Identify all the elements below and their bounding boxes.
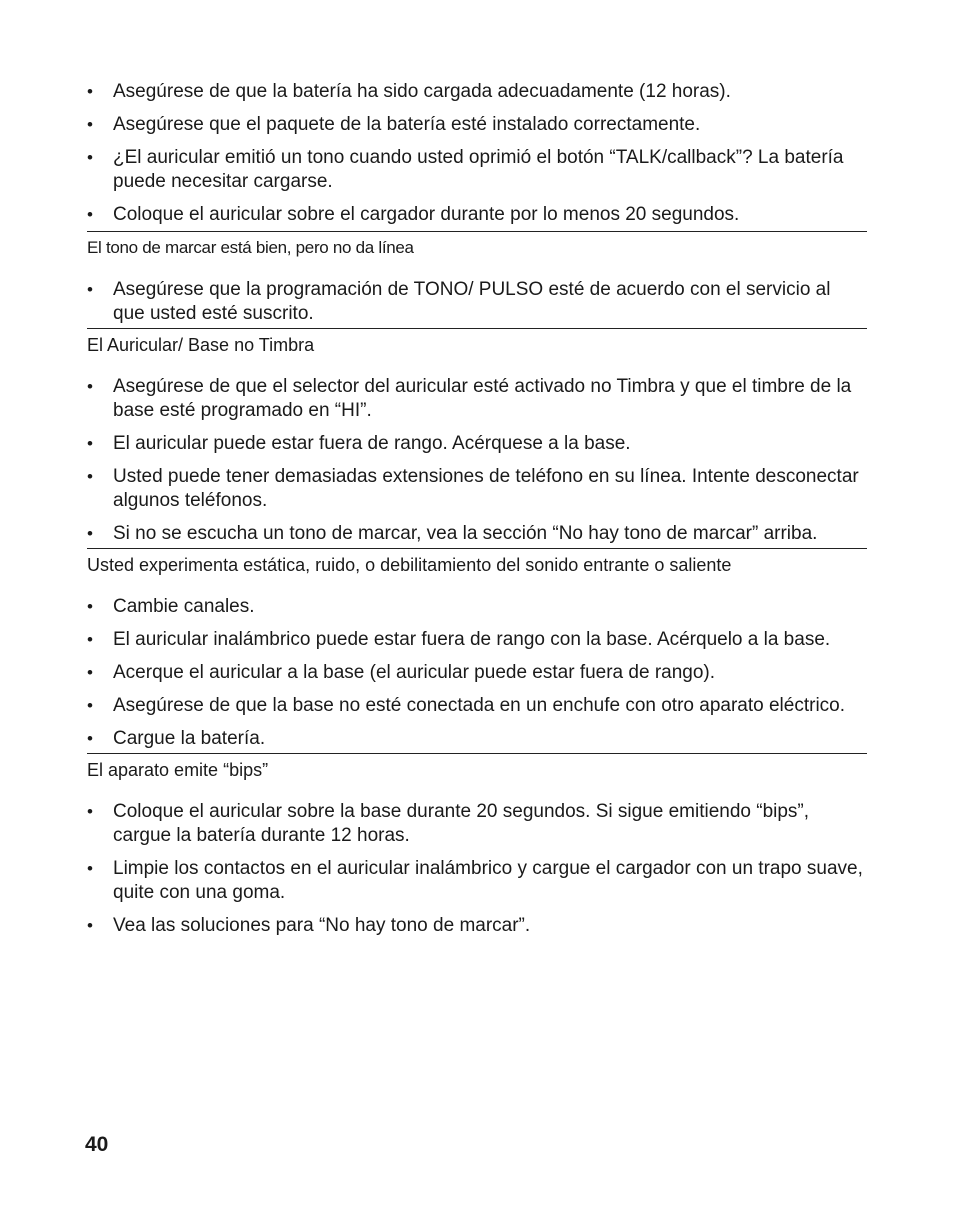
list-item: • Asegúrese que la programación de TONO/ PULSO esté de acuerdo con el servicio al que usted esté suscrito. [87, 279, 831, 324]
intro-bullet-list [87, 80, 867, 227]
troubleshooting-page [87, 80, 867, 947]
bullet-icon: • [87, 434, 93, 453]
bullet-icon: • [87, 205, 93, 224]
static-noise-bullet-list [87, 595, 867, 751]
list-item: • Cargue la batería. [87, 728, 266, 749]
list-item: • Acerque el auricular a la base (el auricular puede estar fuera de rango). [87, 662, 716, 683]
list-item: • Asegúrese de que la batería ha sido cargada adecuadamente (12 horas). [87, 81, 731, 102]
beeps-bullet-list [87, 800, 867, 938]
list-item: • Asegúrese que el paquete de la batería esté instalado correctamente. [87, 114, 701, 135]
bullet-icon: • [87, 115, 93, 134]
bullet-icon: • [87, 916, 93, 935]
bullet-icon: • [87, 696, 93, 715]
bullet-icon: • [87, 802, 93, 821]
bullet-icon: • [87, 148, 93, 167]
bullet-icon: • [87, 467, 93, 486]
bullet-icon: • [87, 729, 93, 748]
bullet-icon: • [87, 663, 93, 682]
section-heading-beeps: El aparato emite “bips” [87, 753, 867, 782]
list-item: • Coloque el auricular sobre el cargador durante por lo menos 20 segundos. [87, 204, 740, 225]
list-item: • ¿El auricular emitió un tono cuando usted oprimió el botón “TALK/callback”? La batería puede necesitar cargarse. [87, 147, 844, 192]
bullet-icon: • [87, 377, 93, 396]
dial-tone-bullet-list [87, 278, 867, 326]
list-item: • Asegúrese de que el selector del auricular esté activado no Timbra y que el timbre de la base esté programado en “HI”. [87, 376, 852, 421]
list-item: • Cambie canales. [87, 596, 255, 617]
bullet-icon: • [87, 82, 93, 101]
list-item: • Vea las soluciones para “No hay tono de marcar”. [87, 915, 531, 936]
list-item: • Limpie los contactos en el auricular inalámbrico y cargue el cargador con un trapo suave, quite con una goma. [87, 858, 863, 903]
page-number: 40 [85, 1133, 109, 1156]
no-ring-bullet-list [87, 375, 867, 546]
list-item: • El auricular puede estar fuera de rango. Acérquese a la base. [87, 433, 631, 454]
section-heading-static-noise: Usted experimenta estática, ruido, o debilitamiento del sonido entrante o saliente [87, 548, 867, 577]
bullet-icon: • [87, 859, 93, 878]
section-heading-no-ring: El Auricular/ Base no Timbra [87, 328, 867, 357]
list-item: • Si no se escucha un tono de marcar, vea la sección “No hay tono de marcar” arriba. [87, 523, 818, 544]
bullet-icon: • [87, 524, 93, 543]
list-item: • Asegúrese de que la base no esté conectada en un enchufe con otro aparato eléctrico. [87, 695, 846, 716]
bullet-icon: • [87, 597, 93, 616]
list-item: • Usted puede tener demasiadas extensiones de teléfono en su línea. Intente desconectar algunos teléfonos. [87, 466, 859, 511]
section-heading-dial-tone-no-line: El tono de marcar está bien, pero no da línea [87, 231, 867, 260]
list-item: • Coloque el auricular sobre la base durante 20 segundos. Si sigue emitiendo “bips”, cargue la batería durante 12 horas. [87, 801, 810, 846]
bullet-icon: • [87, 630, 93, 649]
list-item: • El auricular inalámbrico puede estar fuera de rango con la base. Acérquelo a la base. [87, 629, 831, 650]
bullet-icon: • [87, 280, 93, 299]
